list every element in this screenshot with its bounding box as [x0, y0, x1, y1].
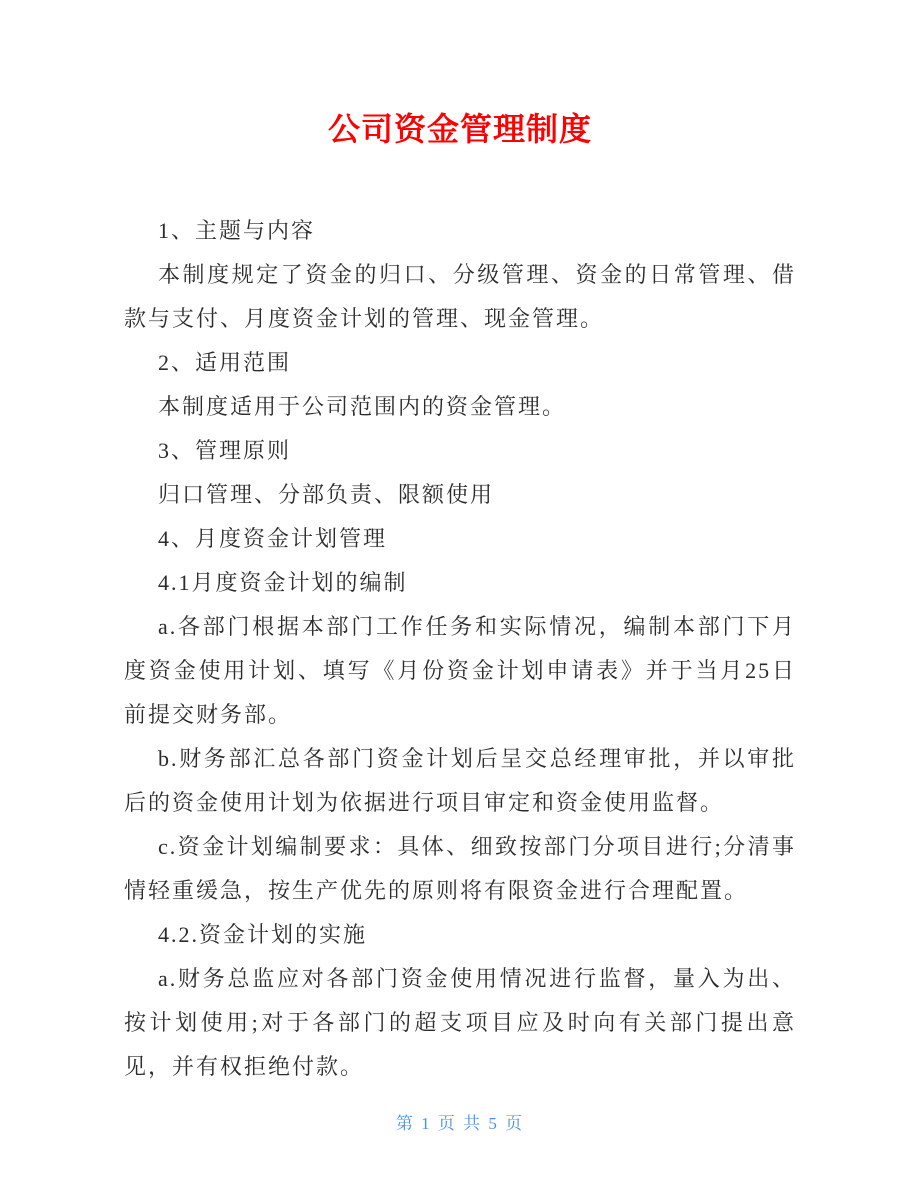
paragraph: 本制度适用于公司范围内的资金管理。 [158, 394, 567, 419]
paragraph: 本制度规定了资金的归口、分级管理、资金的日常管理、借款与支付、月度资金计划的管理、现金管理。 [124, 262, 796, 331]
page-number-text: 第 1 页 共 5 页 [395, 1114, 525, 1133]
paragraph: c.资金计划编制要求：具体、细致按部门分项目进行;分清事情轻重缓急，按生产优先的原则将有限资金进行合理配置。 [124, 834, 796, 903]
page-footer [0, 1112, 920, 1136]
paragraph: 2、适用范围 [158, 350, 292, 375]
paragraph: 4.1月度资金计划的编制 [158, 570, 408, 595]
paragraph: 4.2.资金计划的实施 [158, 922, 368, 947]
paragraph: a.各部门根据本部门工作任务和实际情况，编制本部门下月度资金使用计划、填写《月份资金计划申请表》并于当月25日前提交财务部。 [124, 614, 796, 727]
paragraph: 归口管理、分部负责、限额使用 [158, 482, 495, 507]
paragraph: 4、月度资金计划管理 [158, 526, 388, 551]
paragraph: a.财务总监应对各部门资金使用情况进行监督，量入为出、按计划使用;对于各部门的超支项目应及时向有关部门提出意见，并有权拒绝付款。 [124, 966, 796, 1079]
paragraph: 3、管理原则 [158, 438, 292, 463]
document-title: 公司资金管理制度 [327, 111, 592, 147]
document-body [124, 209, 796, 1089]
paragraph: b.财务部汇总各部门资金计划后呈交总经理审批，并以审批后的资金使用计划为依据进行项目审定和资金使用监督。 [124, 746, 796, 815]
paragraph: 1、主题与内容 [158, 218, 316, 243]
